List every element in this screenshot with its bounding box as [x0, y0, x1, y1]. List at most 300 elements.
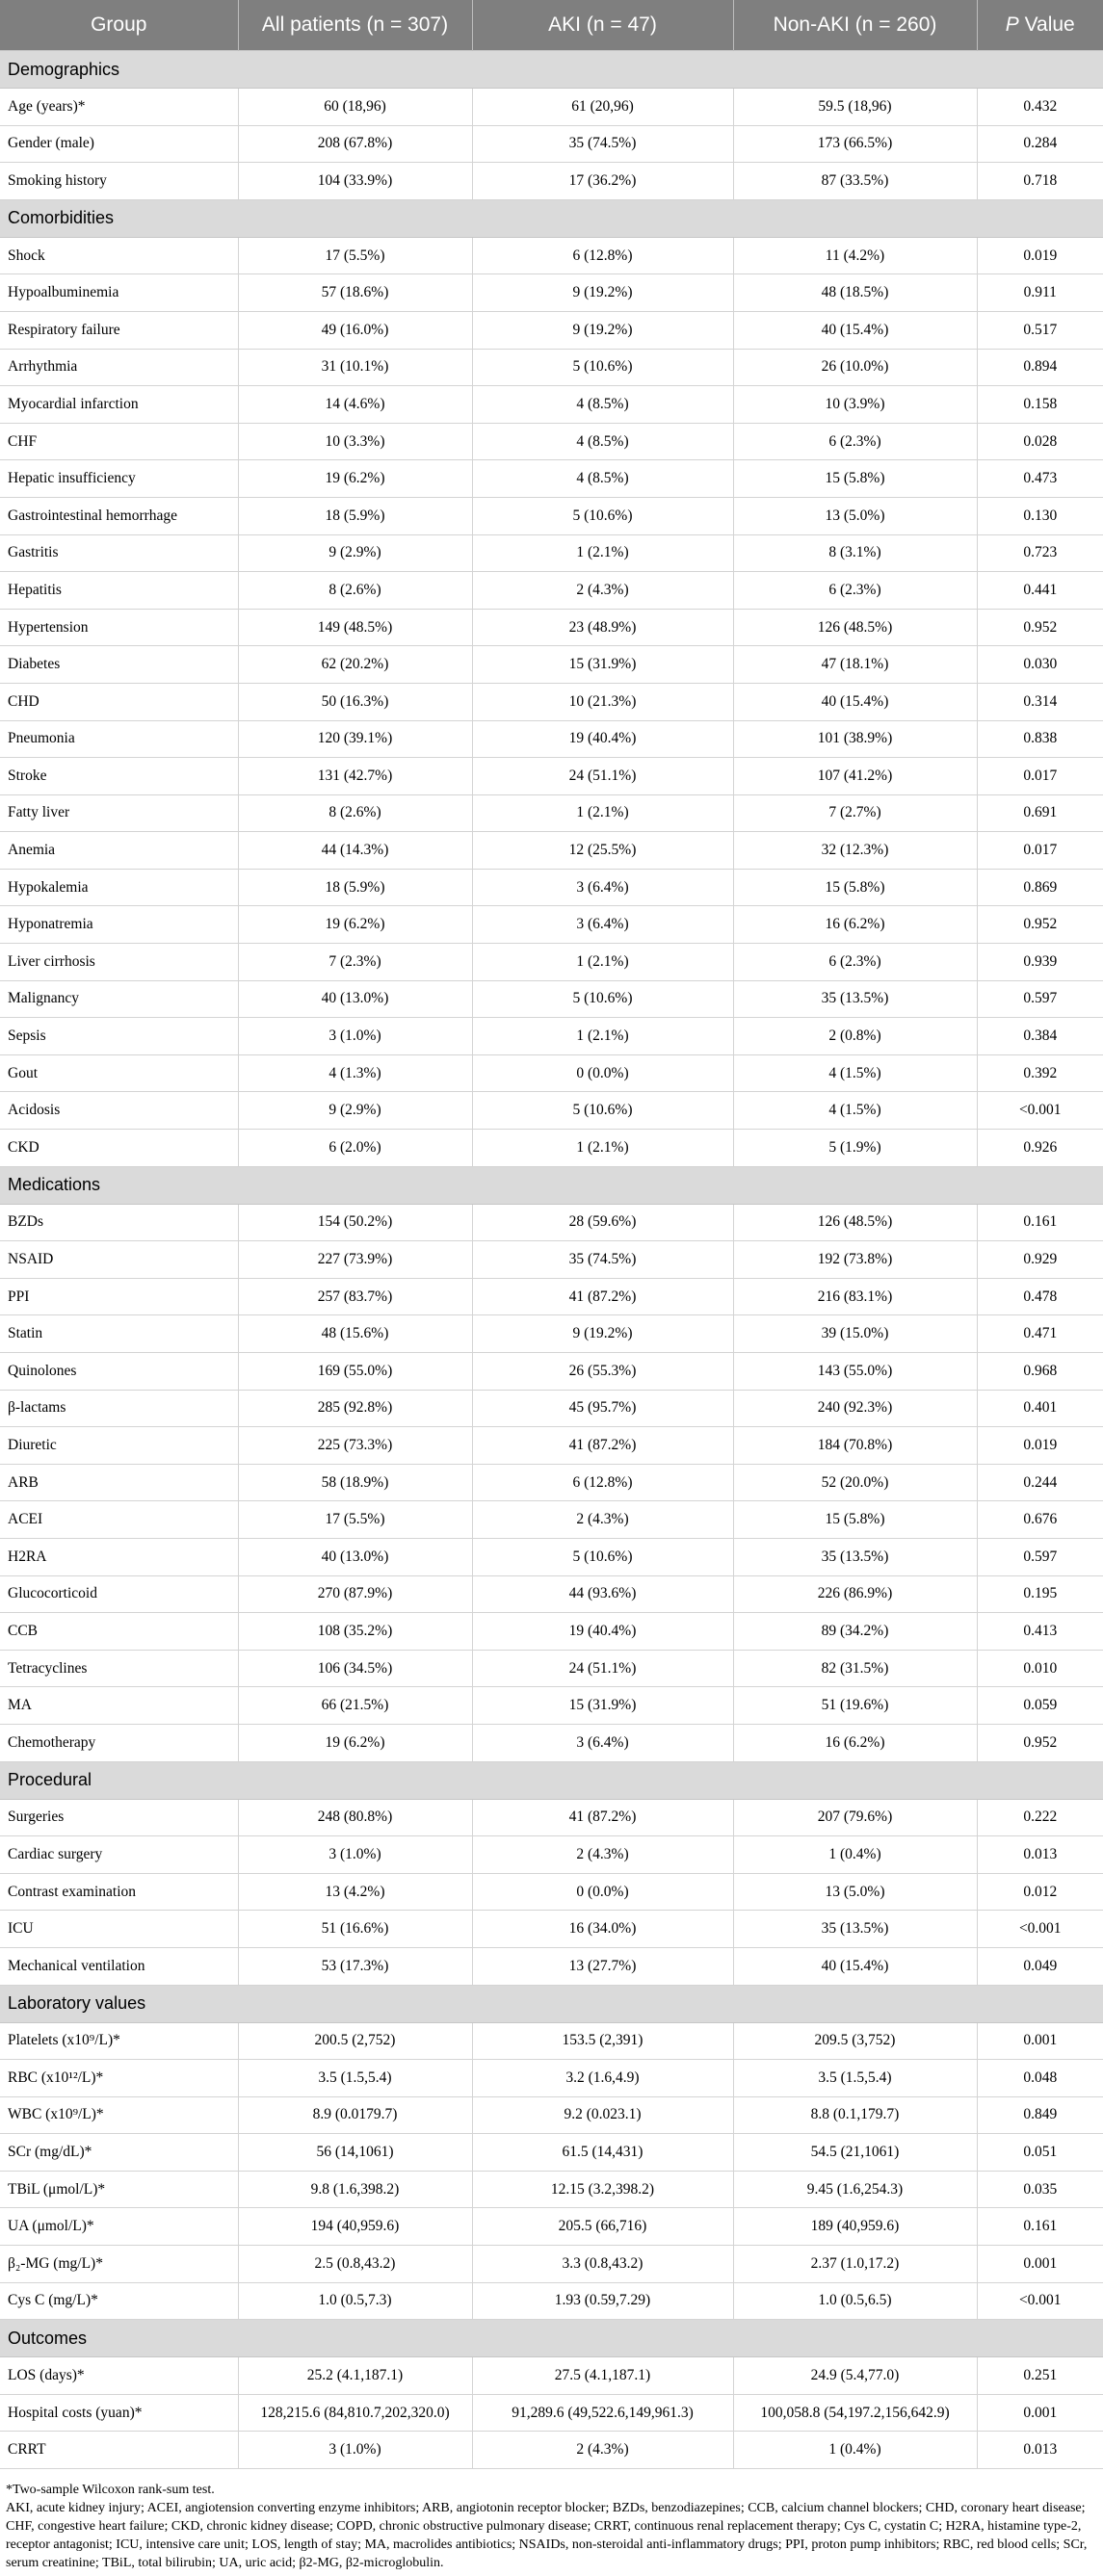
cell-non-aki: 32 (12.3%): [733, 832, 977, 870]
table-row: [0, 2432, 1103, 2469]
cell-p-value: 0.441: [977, 572, 1103, 610]
cell-p-value: 0.597: [977, 1538, 1103, 1575]
cell-aki: 205.5 (66,716): [472, 2208, 733, 2246]
table-row: [0, 1501, 1103, 1539]
cell-p-value: 0.195: [977, 1575, 1103, 1613]
cell-all-patients: 17 (5.5%): [238, 237, 472, 274]
cell-group: Arrhythmia: [0, 349, 238, 386]
cell-aki: 12 (25.5%): [472, 832, 733, 870]
cell-aki: 16 (34.0%): [472, 1911, 733, 1948]
cell-aki: 9 (19.2%): [472, 311, 733, 349]
cell-aki: 19 (40.4%): [472, 1613, 733, 1651]
cell-p-value: 0.251: [977, 2357, 1103, 2395]
cell-non-aki: 143 (55.0%): [733, 1353, 977, 1391]
cell-non-aki: 54.5 (21,1061): [733, 2134, 977, 2172]
cell-group: UA (μmol/L)*: [0, 2208, 238, 2246]
table-row: [0, 423, 1103, 460]
cell-non-aki: 59.5 (18,96): [733, 89, 977, 126]
cell-non-aki: 40 (15.4%): [733, 683, 977, 720]
cell-non-aki: 15 (5.8%): [733, 1501, 977, 1539]
cell-aki: 61 (20,96): [472, 89, 733, 126]
cell-aki: 1 (2.1%): [472, 1018, 733, 1055]
cell-group: Hepatitis: [0, 572, 238, 610]
section-title: Procedural: [0, 1761, 1103, 1799]
table-row: [0, 163, 1103, 200]
table-row: [0, 1911, 1103, 1948]
cell-non-aki: 13 (5.0%): [733, 497, 977, 534]
footnote-abbreviations: AKI, acute kidney injury; ACEI, angiotension converting enzyme inhibitors; ARB, angiotonin receptor blocker; BZDs, benzodiazepines; CCB, calcium channel blockers; CHD, coronary heart disease; CHF, congestive heart failure; CKD, chronic kidney disease; COPD, chronic obstructive pulmonary disease; CRRT, continuous renal replacement therapy; Cys C, cystatin C; H2RA, histamine type-2, receptor antagonist; ICU, intensive care unit; LOS, length of stay; MA, macrolides antibiotics; NSAIDs, non-steroidal anti-inflammatory drugs; PPI, proton pump inhibitors; RBC, red blood cells; SCr, serum creatinine; TBiL, total bilirubin; UA, uric acid; β2-MG, β2-microglobulin.: [6, 2501, 1088, 2571]
cell-aki: 5 (10.6%): [472, 1092, 733, 1130]
cell-p-value: 0.401: [977, 1390, 1103, 1427]
cell-group: Hyponatremia: [0, 906, 238, 944]
table-row: [0, 1353, 1103, 1391]
cell-p-value: 0.059: [977, 1687, 1103, 1725]
cell-aki: 35 (74.5%): [472, 125, 733, 163]
cell-aki: 3 (6.4%): [472, 906, 733, 944]
cell-aki: 1 (2.1%): [472, 1130, 733, 1167]
table-row: [0, 237, 1103, 274]
cell-p-value: 0.222: [977, 1799, 1103, 1836]
cell-all-patients: 56 (14,1061): [238, 2134, 472, 2172]
table-row: [0, 1241, 1103, 1279]
section-header-row: [0, 1985, 1103, 2022]
cell-aki: 10 (21.3%): [472, 683, 733, 720]
cell-all-patients: 1.0 (0.5,7.3): [238, 2282, 472, 2320]
cell-all-patients: 8 (2.6%): [238, 794, 472, 832]
table-row: [0, 1278, 1103, 1315]
cell-p-value: 0.013: [977, 2432, 1103, 2469]
cell-all-patients: 6 (2.0%): [238, 1130, 472, 1167]
cell-non-aki: 15 (5.8%): [733, 460, 977, 498]
cell-non-aki: 89 (34.2%): [733, 1613, 977, 1651]
cell-aki: 3.2 (1.6,4.9): [472, 2060, 733, 2097]
cell-group: CHF: [0, 423, 238, 460]
table-row: [0, 1687, 1103, 1725]
cell-all-patients: 3 (1.0%): [238, 2432, 472, 2469]
cell-group: Anemia: [0, 832, 238, 870]
cell-aki: 4 (8.5%): [472, 423, 733, 460]
table-row: [0, 646, 1103, 684]
cell-group: Glucocorticoid: [0, 1575, 238, 1613]
table-row: [0, 2060, 1103, 2097]
cell-non-aki: 4 (1.5%): [733, 1054, 977, 1092]
cell-all-patients: 9 (2.9%): [238, 1092, 472, 1130]
cell-group: Surgeries: [0, 1799, 238, 1836]
cell-aki: 24 (51.1%): [472, 758, 733, 795]
table-row: [0, 534, 1103, 572]
table-row: [0, 832, 1103, 870]
table-row: [0, 720, 1103, 758]
table-row: [0, 1538, 1103, 1575]
table-row: [0, 1947, 1103, 1985]
cell-all-patients: 208 (67.8%): [238, 125, 472, 163]
cell-non-aki: 82 (31.5%): [733, 1650, 977, 1687]
cell-all-patients: 7 (2.3%): [238, 944, 472, 981]
cell-p-value: 0.017: [977, 832, 1103, 870]
table-row: [0, 497, 1103, 534]
cell-p-value: 0.012: [977, 1873, 1103, 1911]
cell-group: CRRT: [0, 2432, 238, 2469]
cell-aki: 35 (74.5%): [472, 1241, 733, 1279]
cell-all-patients: 25.2 (4.1,187.1): [238, 2357, 472, 2395]
cell-all-patients: 40 (13.0%): [238, 980, 472, 1018]
cell-non-aki: 216 (83.1%): [733, 1278, 977, 1315]
cell-aki: 1 (2.1%): [472, 794, 733, 832]
cell-p-value: 0.244: [977, 1464, 1103, 1501]
table-row: [0, 1315, 1103, 1353]
section-title: Medications: [0, 1166, 1103, 1204]
cell-all-patients: 225 (73.3%): [238, 1427, 472, 1465]
cell-group: Hypertension: [0, 609, 238, 646]
cell-group: Stroke: [0, 758, 238, 795]
cell-non-aki: 5 (1.9%): [733, 1130, 977, 1167]
cell-group: Pneumonia: [0, 720, 238, 758]
header-row: [0, 0, 1103, 51]
cell-p-value: 0.952: [977, 609, 1103, 646]
cell-group: Cardiac surgery: [0, 1836, 238, 1874]
section-header-row: [0, 51, 1103, 89]
cell-all-patients: 4 (1.3%): [238, 1054, 472, 1092]
cell-all-patients: 128,215.6 (84,810.7,202,320.0): [238, 2394, 472, 2432]
header-all-patients: All patients (n = 307): [238, 0, 472, 51]
cell-all-patients: 194 (40,959.6): [238, 2208, 472, 2246]
cell-all-patients: 131 (42.7%): [238, 758, 472, 795]
table-row: [0, 906, 1103, 944]
cell-group: Hospital costs (yuan)*: [0, 2394, 238, 2432]
cell-aki: 6 (12.8%): [472, 237, 733, 274]
cell-non-aki: 189 (40,959.6): [733, 2208, 977, 2246]
cell-group: WBC (x10⁹/L)*: [0, 2096, 238, 2134]
cell-all-patients: 58 (18.9%): [238, 1464, 472, 1501]
cell-aki: 5 (10.6%): [472, 1538, 733, 1575]
cell-group: Hypokalemia: [0, 869, 238, 906]
cell-group: Quinolones: [0, 1353, 238, 1391]
table-row: [0, 1427, 1103, 1465]
table-row: [0, 1464, 1103, 1501]
cell-group: ARB: [0, 1464, 238, 1501]
cell-p-value: 0.929: [977, 1241, 1103, 1279]
cell-non-aki: 226 (86.9%): [733, 1575, 977, 1613]
cell-group: Mechanical ventilation: [0, 1947, 238, 1985]
cell-group: Fatty liver: [0, 794, 238, 832]
cell-p-value: 0.894: [977, 349, 1103, 386]
table-row: [0, 1650, 1103, 1687]
cell-non-aki: 173 (66.5%): [733, 125, 977, 163]
cell-all-patients: 149 (48.5%): [238, 609, 472, 646]
cell-non-aki: 126 (48.5%): [733, 1204, 977, 1241]
cell-p-value: 0.314: [977, 683, 1103, 720]
cell-all-patients: 8 (2.6%): [238, 572, 472, 610]
table-row: [0, 1390, 1103, 1427]
cell-group: Gastrointestinal hemorrhage: [0, 497, 238, 534]
cell-non-aki: 51 (19.6%): [733, 1687, 977, 1725]
cell-all-patients: 10 (3.3%): [238, 423, 472, 460]
cell-group: Gastritis: [0, 534, 238, 572]
table-row: [0, 1724, 1103, 1761]
table-row: [0, 1799, 1103, 1836]
table-row: [0, 794, 1103, 832]
cell-p-value: 0.432: [977, 89, 1103, 126]
cell-group: Liver cirrhosis: [0, 944, 238, 981]
cell-non-aki: 3.5 (1.5,5.4): [733, 2060, 977, 2097]
cell-non-aki: 47 (18.1%): [733, 646, 977, 684]
cell-all-patients: 53 (17.3%): [238, 1947, 472, 1985]
cell-group: Statin: [0, 1315, 238, 1353]
cell-p-value: 0.392: [977, 1054, 1103, 1092]
header-value-label: Value: [1018, 13, 1075, 36]
cell-p-value: <0.001: [977, 2282, 1103, 2320]
cell-group: β-lactams: [0, 1390, 238, 1427]
header-group: Group: [0, 0, 238, 51]
cell-group: Myocardial infarction: [0, 386, 238, 424]
cell-group: NSAID: [0, 1241, 238, 1279]
table-row: [0, 2394, 1103, 2432]
cell-all-patients: 44 (14.3%): [238, 832, 472, 870]
table-row: [0, 89, 1103, 126]
cell-p-value: 0.161: [977, 2208, 1103, 2246]
cell-aki: 28 (59.6%): [472, 1204, 733, 1241]
cell-aki: 44 (93.6%): [472, 1575, 733, 1613]
cell-p-value: 0.017: [977, 758, 1103, 795]
cell-aki: 41 (87.2%): [472, 1427, 733, 1465]
cell-all-patients: 3.5 (1.5,5.4): [238, 2060, 472, 2097]
cell-all-patients: 154 (50.2%): [238, 1204, 472, 1241]
section-header-row: [0, 2320, 1103, 2357]
cell-all-patients: 227 (73.9%): [238, 1241, 472, 1279]
cell-all-patients: 8.9 (0.0179.7): [238, 2096, 472, 2134]
cell-p-value: 0.130: [977, 497, 1103, 534]
cell-aki: 15 (31.9%): [472, 1687, 733, 1725]
cell-non-aki: 192 (73.8%): [733, 1241, 977, 1279]
cell-group: CKD: [0, 1130, 238, 1167]
cell-aki: 4 (8.5%): [472, 386, 733, 424]
table-row: [0, 1204, 1103, 1241]
cell-all-patients: 62 (20.2%): [238, 646, 472, 684]
cell-non-aki: 48 (18.5%): [733, 274, 977, 312]
header-p-label: P: [1005, 13, 1019, 36]
cell-aki: 45 (95.7%): [472, 1390, 733, 1427]
table-body: [0, 51, 1103, 2469]
cell-p-value: 0.838: [977, 720, 1103, 758]
cell-non-aki: 184 (70.8%): [733, 1427, 977, 1465]
cell-aki: 19 (40.4%): [472, 720, 733, 758]
section-header-row: [0, 199, 1103, 237]
cell-aki: 5 (10.6%): [472, 980, 733, 1018]
cell-p-value: 0.478: [977, 1278, 1103, 1315]
cell-group: Acidosis: [0, 1092, 238, 1130]
cell-p-value: 0.161: [977, 1204, 1103, 1241]
cell-p-value: 0.001: [977, 2394, 1103, 2432]
cell-non-aki: 2.37 (1.0,17.2): [733, 2246, 977, 2283]
cell-non-aki: 126 (48.5%): [733, 609, 977, 646]
table-row: [0, 1130, 1103, 1167]
cell-group: CCB: [0, 1613, 238, 1651]
cell-non-aki: 6 (2.3%): [733, 423, 977, 460]
cell-p-value: 0.051: [977, 2134, 1103, 2172]
cell-non-aki: 35 (13.5%): [733, 1911, 977, 1948]
cell-p-value: <0.001: [977, 1092, 1103, 1130]
table-row: [0, 311, 1103, 349]
cell-non-aki: 10 (3.9%): [733, 386, 977, 424]
cell-group: Cys C (mg/L)*: [0, 2282, 238, 2320]
cell-aki: 23 (48.9%): [472, 609, 733, 646]
table-row: [0, 758, 1103, 795]
cell-aki: 1.93 (0.59,7.29): [472, 2282, 733, 2320]
cell-p-value: 0.691: [977, 794, 1103, 832]
cell-non-aki: 209.5 (3,752): [733, 2022, 977, 2060]
cell-all-patients: 66 (21.5%): [238, 1687, 472, 1725]
cell-non-aki: 16 (6.2%): [733, 906, 977, 944]
cell-group: TBiL (μmol/L)*: [0, 2171, 238, 2208]
cell-non-aki: 9.45 (1.6,254.3): [733, 2171, 977, 2208]
cell-all-patients: 49 (16.0%): [238, 311, 472, 349]
header-p-value: [977, 0, 1103, 51]
cell-p-value: 0.473: [977, 460, 1103, 498]
cell-p-value: 0.013: [977, 1836, 1103, 1874]
header-aki: AKI (n = 47): [472, 0, 733, 51]
table-row: [0, 2096, 1103, 2134]
cell-group: CHD: [0, 683, 238, 720]
cell-non-aki: 39 (15.0%): [733, 1315, 977, 1353]
cell-group: Gender (male): [0, 125, 238, 163]
cell-aki: 1 (2.1%): [472, 944, 733, 981]
table-row: [0, 125, 1103, 163]
header-non-aki: Non-AKI (n = 260): [733, 0, 977, 51]
table-row: [0, 1613, 1103, 1651]
table-row: [0, 349, 1103, 386]
table-row: [0, 609, 1103, 646]
footnotes: [0, 2469, 1103, 2572]
cell-p-value: 0.035: [977, 2171, 1103, 2208]
cell-group: Diuretic: [0, 1427, 238, 1465]
cell-group: Sepsis: [0, 1018, 238, 1055]
cell-non-aki: 4 (1.5%): [733, 1092, 977, 1130]
cell-p-value: 0.718: [977, 163, 1103, 200]
cell-all-patients: 57 (18.6%): [238, 274, 472, 312]
table-row: [0, 2282, 1103, 2320]
cell-non-aki: 52 (20.0%): [733, 1464, 977, 1501]
table-row: [0, 572, 1103, 610]
table-row: [0, 2022, 1103, 2060]
cell-p-value: 0.019: [977, 1427, 1103, 1465]
cell-p-value: 0.676: [977, 1501, 1103, 1539]
cell-all-patients: 50 (16.3%): [238, 683, 472, 720]
cell-non-aki: 26 (10.0%): [733, 349, 977, 386]
section-title: Demographics: [0, 51, 1103, 89]
section-title: Comorbidities: [0, 199, 1103, 237]
cell-group: Platelets (x10⁹/L)*: [0, 2022, 238, 2060]
cell-all-patients: 60 (18,96): [238, 89, 472, 126]
cell-non-aki: 24.9 (5.4,77.0): [733, 2357, 977, 2395]
cell-non-aki: 6 (2.3%): [733, 572, 977, 610]
cell-non-aki: 240 (92.3%): [733, 1390, 977, 1427]
cell-non-aki: 107 (41.2%): [733, 758, 977, 795]
cell-all-patients: 200.5 (2,752): [238, 2022, 472, 2060]
section-title: Laboratory values: [0, 1985, 1103, 2022]
cell-aki: 91,289.6 (49,522.6,149,961.3): [472, 2394, 733, 2432]
table-row: [0, 1092, 1103, 1130]
cell-aki: 2 (4.3%): [472, 1836, 733, 1874]
cell-aki: 9 (19.2%): [472, 274, 733, 312]
cell-p-value: 0.001: [977, 2246, 1103, 2283]
cell-aki: 2 (4.3%): [472, 2432, 733, 2469]
cell-p-value: 0.517: [977, 311, 1103, 349]
cell-non-aki: 35 (13.5%): [733, 1538, 977, 1575]
cell-all-patients: 3 (1.0%): [238, 1836, 472, 1874]
cell-all-patients: 9.8 (1.6,398.2): [238, 2171, 472, 2208]
cell-non-aki: 1.0 (0.5,6.5): [733, 2282, 977, 2320]
cell-group: β₂-MG (mg/L)*: [0, 2246, 238, 2283]
cell-group: Hepatic insufficiency: [0, 460, 238, 498]
cell-group: Respiratory failure: [0, 311, 238, 349]
cell-non-aki: 16 (6.2%): [733, 1724, 977, 1761]
cell-p-value: <0.001: [977, 1911, 1103, 1948]
cell-aki: 2 (4.3%): [472, 1501, 733, 1539]
cell-group: ACEI: [0, 1501, 238, 1539]
cell-aki: 0 (0.0%): [472, 1054, 733, 1092]
cell-all-patients: 3 (1.0%): [238, 1018, 472, 1055]
cell-p-value: 0.028: [977, 423, 1103, 460]
table-row: [0, 2134, 1103, 2172]
cell-group: LOS (days)*: [0, 2357, 238, 2395]
cell-non-aki: 8 (3.1%): [733, 534, 977, 572]
cell-all-patients: 51 (16.6%): [238, 1911, 472, 1948]
cell-aki: 61.5 (14,431): [472, 2134, 733, 2172]
cell-all-patients: 108 (35.2%): [238, 1613, 472, 1651]
cell-aki: 3 (6.4%): [472, 869, 733, 906]
cell-all-patients: 2.5 (0.8,43.2): [238, 2246, 472, 2283]
cell-all-patients: 104 (33.9%): [238, 163, 472, 200]
table-row: [0, 980, 1103, 1018]
cell-p-value: 0.849: [977, 2096, 1103, 2134]
cell-p-value: 0.019: [977, 237, 1103, 274]
cell-aki: 2 (4.3%): [472, 572, 733, 610]
cell-non-aki: 100,058.8 (54,197.2,156,642.9): [733, 2394, 977, 2432]
cell-non-aki: 13 (5.0%): [733, 1873, 977, 1911]
cell-non-aki: 15 (5.8%): [733, 869, 977, 906]
cell-group: Gout: [0, 1054, 238, 1092]
cell-p-value: 0.471: [977, 1315, 1103, 1353]
footnote-test: *Two-sample Wilcoxon rank-sum test.: [6, 2483, 215, 2498]
cell-non-aki: 8.8 (0.1,179.7): [733, 2096, 977, 2134]
cell-all-patients: 17 (5.5%): [238, 1501, 472, 1539]
table-row: [0, 1836, 1103, 1874]
cell-group: BZDs: [0, 1204, 238, 1241]
cell-aki: 5 (10.6%): [472, 497, 733, 534]
cell-p-value: 0.968: [977, 1353, 1103, 1391]
cell-group: Age (years)*: [0, 89, 238, 126]
cell-p-value: 0.952: [977, 906, 1103, 944]
cell-non-aki: 2 (0.8%): [733, 1018, 977, 1055]
cell-aki: 12.15 (3.2,398.2): [472, 2171, 733, 2208]
cell-group: Smoking history: [0, 163, 238, 200]
cell-aki: 17 (36.2%): [472, 163, 733, 200]
cell-all-patients: 18 (5.9%): [238, 497, 472, 534]
cell-aki: 41 (87.2%): [472, 1278, 733, 1315]
cell-non-aki: 1 (0.4%): [733, 2432, 977, 2469]
cell-group: SCr (mg/dL)*: [0, 2134, 238, 2172]
table-row: [0, 2246, 1103, 2283]
cell-all-patients: 19 (6.2%): [238, 1724, 472, 1761]
cell-group: Malignancy: [0, 980, 238, 1018]
cell-p-value: 0.952: [977, 1724, 1103, 1761]
cell-aki: 9 (19.2%): [472, 1315, 733, 1353]
cell-all-patients: 257 (83.7%): [238, 1278, 472, 1315]
cell-all-patients: 18 (5.9%): [238, 869, 472, 906]
cell-group: MA: [0, 1687, 238, 1725]
cell-p-value: 0.939: [977, 944, 1103, 981]
cell-non-aki: 40 (15.4%): [733, 311, 977, 349]
